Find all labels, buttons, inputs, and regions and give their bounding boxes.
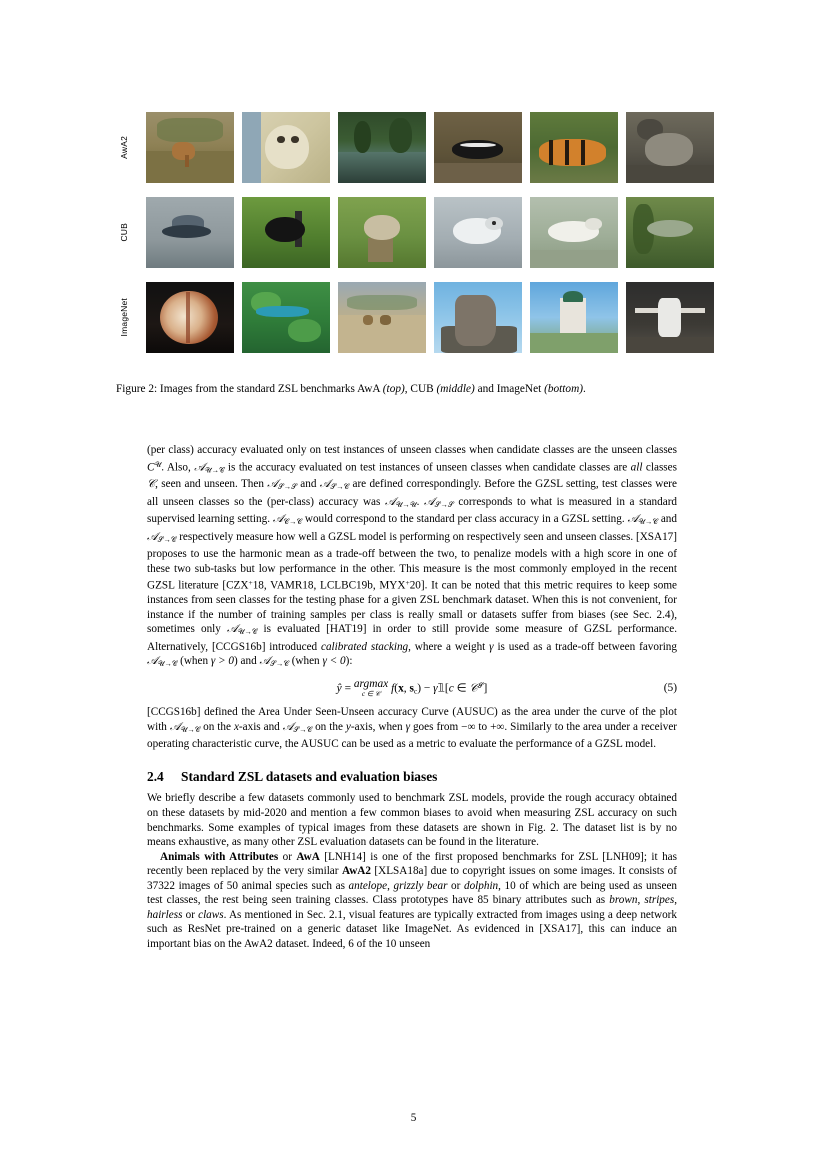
gargoyle-statue-photo — [434, 282, 522, 353]
gull-photo — [434, 197, 522, 268]
row-label-cub — [116, 197, 132, 268]
equation-5-number: (5) — [663, 681, 677, 694]
bird-in-flight-photo — [626, 197, 714, 268]
impala-photo — [146, 112, 234, 183]
figure-row-imagenet-images — [146, 282, 714, 353]
row-label-awa2-text: AwA2 — [119, 136, 129, 159]
figure-caption-prefix: Figure 2: — [116, 383, 158, 395]
church-photo — [530, 282, 618, 353]
body-column — [147, 443, 677, 951]
camels-desert-photo — [338, 282, 426, 353]
figure-row-imagenet — [116, 282, 711, 353]
figure-caption — [116, 382, 712, 397]
section-heading-2-4 — [147, 770, 677, 785]
equation-5-body: ŷ = argmax c ∈ 𝒞 f(x, $s_c$) − γ𝟙[c ∈ 𝒞$^𝒮$] — [336, 677, 488, 698]
paragraph-awa: Animals with Attributes or AwA [LNH14] is one of the first proposed benchmarks for ZSL [LNH09]; it has recently been replaced by the very similar AwA2 [XLSA18a] due to copyright issues on some images. It consists of 37322 images of 50 animal species such as antelope, grizzly bear or dolphin, 10 of which are being used as unseen test classes, the rest being seen training classes. Class prototypes have 85 binary attributes such as brown, stripes, hairless or claws. As mentioned in Sec. 2.1, visual features are typically extracted from images using a deep network such as ResNet pre-trained on a generic dataset like ImageNet. As evidenced in [XSA17], this can induce an important bias on the AwA2 dataset. Indeed, 6 of the 10 unseen — [147, 850, 678, 950]
figure-row-awa2 — [116, 112, 711, 183]
figure-row-cub-images — [146, 197, 714, 268]
sparrow-on-stump-photo — [338, 197, 426, 268]
row-label-awa2 — [116, 112, 132, 183]
figure-caption-part3: and ImageNet — [474, 383, 545, 395]
skunk-photo — [434, 112, 522, 183]
river-forest-photo — [338, 112, 426, 183]
figure-row-cub — [116, 197, 711, 268]
wolf-photo — [626, 112, 714, 183]
figure-caption-top: (top) — [382, 383, 405, 395]
row-label-cub-text: CUB — [119, 223, 129, 242]
tiger-photo — [530, 112, 618, 183]
figure-caption-part4: . — [582, 383, 586, 395]
figure-caption-part1: Images from the standard ZSL benchmarks AwA — [157, 383, 383, 395]
figure-caption-part2: , CUB — [404, 383, 437, 395]
paragraph-ausuc: [CCGS16b] defined the Area Under Seen-Unseen accuracy Curve (AUSUC) as the area under the curve of the plot with 𝒜$_{𝒰\to 𝒞}$ on the x-axis and 𝒜$_{𝒮\to 𝒞}$ on the y-axis, when γ goes from −∞ to +∞. Similarly to the area under a receiver operating characteristic curve, the AUSUC can be used as a metric to evaluate the performance of a GZSL model. — [147, 706, 678, 751]
row-label-imagenet-text: ImageNet — [119, 298, 129, 337]
owl-photo — [242, 112, 330, 183]
figure-2 — [116, 112, 711, 353]
paragraph-accuracy-definitions: (per class) accuracy evaluated only on test instances of unseen classes when candidate classes are the unseen classes $C^𝒰$. Also, 𝒜$_{𝒰\to 𝒞}$ is the accuracy evaluated on test instances of unseen classes when candidate classes are all classes 𝒞, seen and unseen. Then 𝒜$_{𝒮\to 𝒮}$ and 𝒜$_{𝒮\to 𝒞}$ are defined correspondingly. Before the GZSL setting, test classes were all unseen classes so the (per-class) accuracy was 𝒜$_{𝒰\to 𝒰}$. 𝒜$_{𝒮\to 𝒮}$ corresponds to what is measured in a standard supervised learning setting. 𝒜$_{𝒞\to 𝒞}$ would correspond to the standard per class accuracy in a GZSL setting. 𝒜$_{𝒰\to 𝒞}$ and 𝒜$_{𝒮\to 𝒞}$ respectively measure how well a GZSL model is performing on respectively seen and unseen classes. [XSA17] proposes to use the harmonic mean as a trade-off between the two, to penalize models with a high score in one of these two sub-tasks but low performance in the other. This measure is the most commonly employed in the recent GZSL literature [CZX+18, VAMR18, LCLBC19b, MYX+20]. It can be noted that this metric requires to keep some instances from seen classes for the testing phase for a given ZSL benchmark dataset. When this is not convenient, for instance if the number of training samples per class is really small or datasets suffer from biases (see Sec. 2.4), sometimes only 𝒜$_{𝒰\to 𝒞}$ is evaluated [HAT19] in order to still provide some measure of GZSL performance. Alternatively, [CCGS16b] introduced calibrated stacking, where a weight γ is used as a trade-off between favoring 𝒜$_{𝒰\to 𝒞}$ (when γ > 0) and 𝒜$_{𝒮\to 𝒞}$ (when γ < 0): — [147, 444, 678, 668]
gull-on-sand-photo — [530, 197, 618, 268]
equation-5 — [147, 679, 677, 699]
green-lizard-photo — [242, 282, 330, 353]
flying-duck-photo — [146, 197, 234, 268]
figure-caption-bottom: (bottom) — [544, 383, 583, 395]
figure-caption-middle: (middle) — [436, 383, 475, 395]
black-bird-photo — [242, 197, 330, 268]
page-number: 5 — [410, 1112, 417, 1124]
section-number: 2.4 — [147, 768, 164, 784]
nautilus-shell-photo — [146, 282, 234, 353]
section-title: Standard ZSL datasets and evaluation biases — [181, 768, 438, 784]
figure-row-awa2-images — [146, 112, 714, 183]
paragraph-datasets-intro: We briefly describe a few datasets commonly used to benchmark ZSL models, provide the rough accuracy obtained on these datasets by mid-2020 and mention a few common biases to avoid when measuring ZSL accuracy on such benchmarks. Some examples of typical images from these datasets are shown in Fig. 2. The dataset list is by no means exhaustive, as many other ZSL evaluation datasets can be found in the literature. — [147, 792, 677, 849]
row-label-imagenet — [116, 282, 132, 353]
person-exercising-photo — [626, 282, 714, 353]
